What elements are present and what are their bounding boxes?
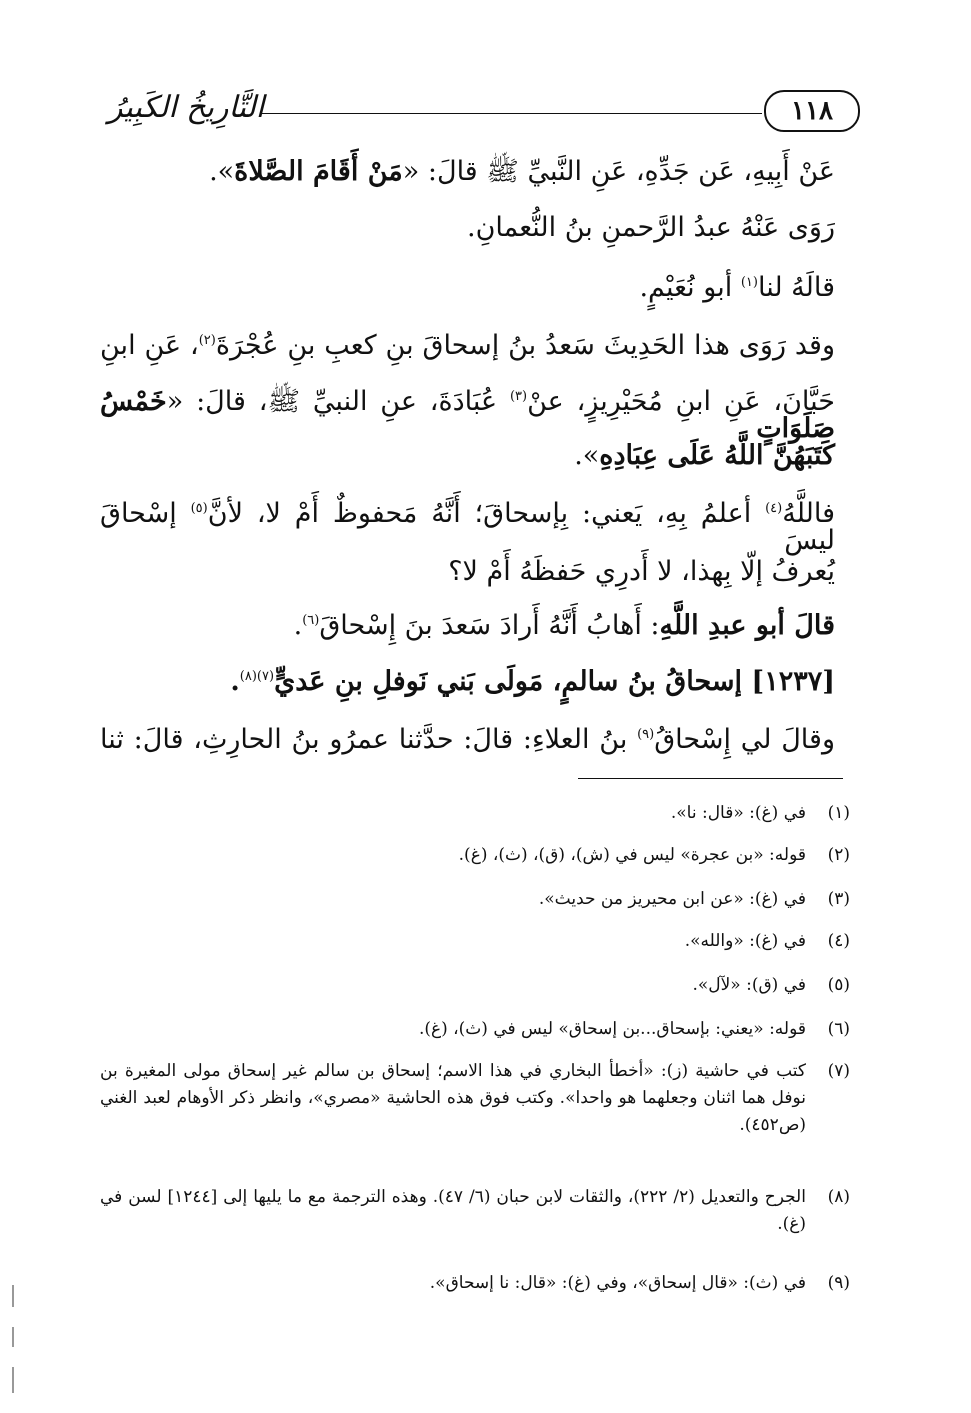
- footnote-3: [100, 886, 850, 913]
- footnote-ref-2[interactable]: (٢): [198, 333, 216, 348]
- footnote-ref-5[interactable]: (٥): [190, 501, 208, 516]
- line-9-text: : أَهابُ أَنَّهُ أَرادَ سَعدَ بنَ إِسْحاقَ: [319, 610, 660, 641]
- line-1-text: عَنْ أَبِيهِ، عَن جَدِّهِ، عَنِ النَّبيِّ ﷺ قالَ: «: [402, 156, 835, 187]
- hadith-quote-1: مَنْ أَقَامَ الصَّلاةَ: [234, 156, 403, 187]
- footnote-number: (٥): [827, 975, 850, 995]
- line-4-text-b: ، عَنِ ابنِ: [100, 330, 199, 361]
- text-line-5: [100, 388, 835, 442]
- author-attribution: قالَ أبو عبدِ اللَّهِ: [659, 610, 835, 641]
- footnote-number: (٤): [827, 931, 850, 951]
- hadith-quote-2-start: خَمْسُ صَلَوَاتٍ: [100, 386, 835, 444]
- line-4-text-a: وقد رَوَى هذا الحَدِيثَ سَعدُ بنُ إسحاقَ بنِ كعبِ بنِ عُجْرَةَ: [215, 330, 835, 361]
- text-line-6: [574, 442, 835, 469]
- footnote-text: في (غ): «والله».: [684, 931, 806, 951]
- entry-heading-1237: [230, 668, 835, 695]
- line-2-text: رَوَى عَنْهُ عبدُ الرَّحمنِ بنُ النُّعمانِ.: [467, 212, 835, 243]
- page-header: [100, 88, 860, 138]
- page-number: ١١٨: [764, 90, 860, 132]
- footnote-text: في (ق): «لآل».: [692, 975, 806, 995]
- footnote-ref-6[interactable]: (٦): [302, 613, 320, 628]
- line-3-text-b: أبو نُعَيْمٍ.: [639, 272, 741, 303]
- footnote-number: (٩): [827, 1273, 850, 1293]
- entry-heading-text: [١٢٣٧] إسحاقُ بنُ سالمٍ، مَولَى بَني نَوفلِ بنِ عَديٍّ: [274, 666, 835, 697]
- book-title: التَّارِيخُ الكَبِيرُ: [108, 90, 265, 125]
- footnote-7: [100, 1058, 850, 1140]
- scan-mark: [12, 1285, 14, 1307]
- line-5-text-b: عُبَادَةَ، عنِ النبيِّ ﷺ، قالَ: «: [166, 386, 510, 417]
- line-11-text-a: وقالَ لي إِسْحاقُ: [654, 724, 835, 755]
- header-rule: [260, 113, 762, 114]
- footnote-text: في (غ): «عن ابن محيريز من حديث».: [538, 889, 806, 909]
- text-line-3: [639, 274, 835, 301]
- text-line-4: [100, 332, 835, 359]
- footnote-8: [100, 1184, 850, 1238]
- hadith-quote-2-end: كَتَبَهُنَّ اللَّهُ عَلَى عِبَادِهِ: [599, 440, 835, 471]
- text-line-11: [100, 726, 835, 753]
- footnote-6: [100, 1016, 850, 1043]
- footnote-ref-9[interactable]: (٩): [637, 727, 655, 742]
- line-7-text-b: أعلمُ بِهِ، يَعني: بِإسحاقَ؛ أَنَّهُ مَحفوظٌ أَمْ لا، لأنَّ: [207, 498, 766, 529]
- line-7-text-c: إسْحاقَ ليسَ: [100, 498, 835, 556]
- footnote-separator: [578, 778, 843, 779]
- line-9-end: .: [293, 610, 303, 641]
- footnote-number: (١): [827, 803, 850, 823]
- text-line-2: [467, 214, 835, 241]
- line-8-text: يُعرفُ إلّا بِهذا، لا أَدرِي حَفظَهُ أَمْ لا؟: [448, 556, 835, 587]
- line-11-text-b: بنُ العلاءِ: قالَ: حدَّثنا عمرُو بنُ الحارِثِ، قالَ: ثنا: [100, 724, 638, 755]
- footnote-ref-1[interactable]: (١): [740, 275, 758, 290]
- footnote-4: [100, 928, 850, 955]
- footnote-number: (٨): [827, 1187, 850, 1207]
- footnote-text: الجرح والتعديل (٢/ ٢٢٢)، والثقات لابن حبان (٦/ ٤٧). وهذه الترجمة مع ما يليها إلى [١٢٤٤] لسن في (غ).: [100, 1187, 806, 1235]
- entry-heading-end: .: [230, 666, 240, 697]
- text-line-9: [294, 612, 835, 639]
- footnote-text: في (غ): «قال: نا».: [670, 803, 806, 823]
- line-7-text-a: فاللَّهُ: [782, 498, 835, 529]
- line-6-end: ».: [574, 440, 600, 471]
- footnote-9: [100, 1270, 850, 1297]
- footnote-ref-4[interactable]: (٤): [765, 501, 783, 516]
- line-3-text-a: قالَهُ لنا: [757, 272, 835, 303]
- footnote-1: [100, 800, 850, 827]
- footnote-5: [100, 972, 850, 999]
- text-line-7: [100, 500, 835, 554]
- scan-edge-marks: [12, 1285, 16, 1395]
- footnote-text: قوله: «يعني: بإسحاق...بن إسحاق» ليس في (ث)، (غ).: [418, 1019, 806, 1039]
- line-1-end: ».: [209, 156, 235, 187]
- scan-mark: [12, 1327, 14, 1347]
- footnote-ref-3[interactable]: (٣): [509, 389, 528, 404]
- footnote-text: في (ث): «قال إسحاق»، وفي (غ): «قال: نا إسحاق».: [429, 1273, 806, 1293]
- text-line-1: [209, 158, 835, 185]
- footnote-text: كتب في حاشية (ز): «أخطأ البخاري في هذا الاسم؛ إسحاق بن سالم غير إسحاق مولى المغيرة بن نوفل هما اثنان وجعلهما هو واحدا». وكتب فوق هذه الحاشية «مصري»، وانظر ذكر الأوهام لعبد الغني (ص٤٥٢).: [100, 1061, 806, 1136]
- scan-mark: [12, 1367, 14, 1393]
- footnote-2: [100, 842, 850, 869]
- footnote-number: (٧): [827, 1061, 850, 1081]
- footnote-text: قوله: «بن عجرة» ليس في (ش)، (ق)، (ث)، (غ).: [458, 845, 806, 865]
- footnote-number: (٣): [827, 889, 850, 909]
- footnote-number: (٢): [827, 845, 850, 865]
- footnote-number: (٦): [827, 1019, 850, 1039]
- line-5-text-a: حَبَّانَ، عَنِ ابنِ مُحَيْرِيزٍ، عنْ: [527, 386, 835, 417]
- footnote-ref-7-8[interactable]: (٧)(٨): [239, 669, 275, 684]
- text-line-8: [448, 558, 835, 585]
